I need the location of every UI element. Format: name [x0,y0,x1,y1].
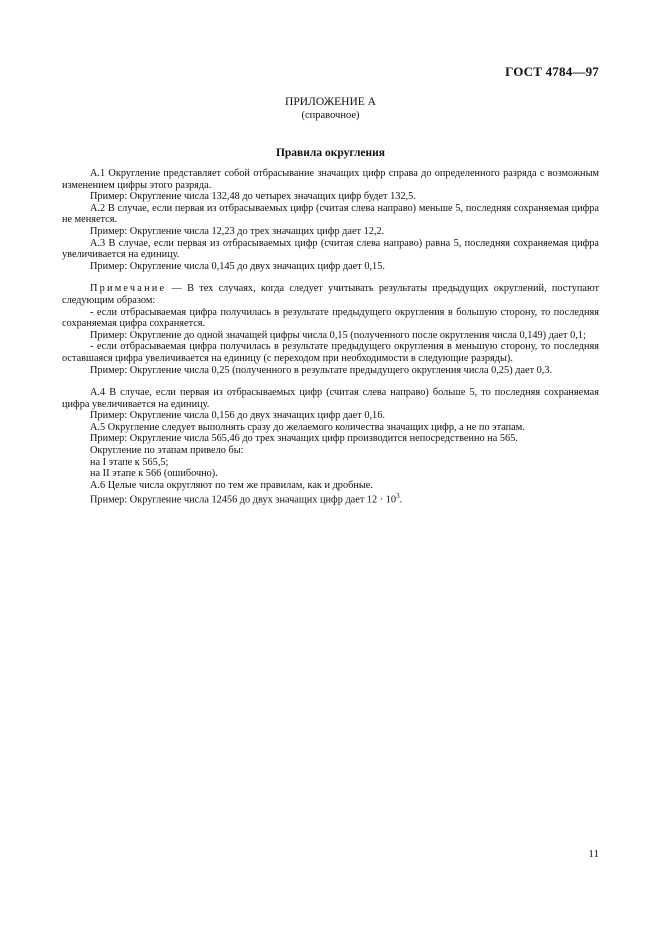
note-rule-1: - если отбрасываемая цифра получилась в результате предыдущего округления в большую сторону, то последняя сохраняемая цифра сохраняется. [62,306,599,330]
example-a6-end: . [399,494,403,506]
appendix-title: ПРИЛОЖЕНИЕ А [285,96,376,108]
note-rule-2: - если отбрасываемая цифра получилась в результате предыдущего округления в меньшую сторону, то последняя оставшаяся цифра увеличивается на единицу (с переходом при необходимости в следующие разряды). [62,341,599,364]
paragraph-a2: А.2 В случае, если первая из отбрасываемых цифр (считая слева направо) меньше 5, последняя сохраняемая цифра не меняется. [62,202,599,226]
example-a3: Пример: Округление числа 0,145 до двух значащих цифр дает 0,15. [90,260,385,272]
example-a2: Пример: Округление числа 12,23 до трех значащих цифр дает 12,2. [90,225,385,237]
note-label: Примечание [90,283,167,295]
example-a6-text: Пример: Округление числа 12456 до двух значащих цифр дает 12 · 10 [90,494,397,506]
example-a6 [62,491,599,506]
stages-intro: Округление по этапам привело бы: [90,445,244,457]
paragraph-a5: А.5 Округление следует выполнять сразу до желаемого количества значащих цифр, а не по этапам. [90,421,525,433]
paragraph-a1: А.1 Округление представляет собой отбрасывание значащих цифр справа до определенного разряда с возможным изменением цифры этого разряда. [62,168,599,191]
example-a5: Пример: Округление числа 565,46 до трех значащих цифр производится непосредственно на 565. [90,433,518,445]
page-number: 11 [588,848,599,860]
paragraph-a6: А.6 Целые числа округляют по тем же правилам, как и дробные. [90,479,373,491]
spacer [62,376,599,387]
note-paragraph [62,283,599,306]
appendix-subtitle: (справочное) [301,110,360,121]
stage-2: на II этапе к 566 (ошибочно). [90,468,218,480]
section-title: Правила округления [275,147,386,159]
note-example-2: Пример: Округление числа 0,25 (полученного в результате предыдущего округления числа 0,25) дает 0,3. [90,364,553,376]
paragraph-a4: А.4 В случае, если первая из отбрасываемых цифр (считая слева направо) больше 5, то последняя сохраняемая цифра увеличивается на единицу. [62,387,599,410]
stage-1: на I этапе к 565,5; [90,456,169,468]
example-a6-exponent: 3 [396,492,400,501]
standard-code: ГОСТ 4784—97 [505,64,599,79]
example-a1: Пример: Округление числа 132,48 до четырех значащих цифр будет 132,5. [90,191,416,203]
note-text: — В тех случаях, когда следует учитывать результаты предыдущих округлений, поступают следующим образом: [62,283,599,306]
spacer [62,272,599,283]
body-text [62,168,599,506]
note-example-1: Пример: Округление до одной значащей цифры числа 0,15 (полученного после округления числа 0,149) дает 0,1; [90,329,586,341]
paragraph-a3: А.3 В случае, если первая из отбрасываемых цифр (считая слева направо) равна 5, последняя сохраняемая цифра увеличивается на единицу. [62,237,599,261]
example-a4: Пример: Округление числа 0,156 до двух значащих цифр дает 0,16. [90,410,385,422]
